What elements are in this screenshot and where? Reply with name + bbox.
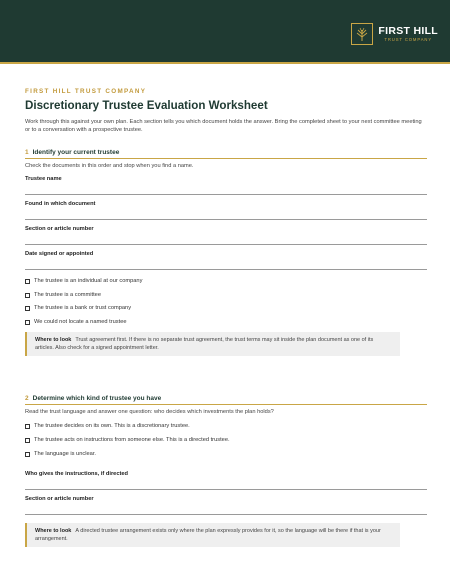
- header-rule: [0, 62, 450, 64]
- checkbox-item[interactable]: [25, 451, 96, 457]
- doc-kicker: FIRST HILL TRUST COMPANY: [25, 88, 147, 95]
- where-to-look-note-2: [25, 523, 400, 547]
- logo-subtitle: TRUST COMPANY: [384, 37, 433, 43]
- section-2-description: Read the trust language and answer one question: who decides which investments the plan holds?: [25, 409, 274, 415]
- section-title: Identify your current trustee: [32, 149, 120, 156]
- instructions-giver-field[interactable]: [25, 471, 427, 490]
- checkbox[interactable]: [25, 452, 30, 457]
- checkbox-label: The trustee acts on instructions from someone else. This is a directed trustee.: [34, 437, 230, 443]
- note-label: Where to look: [35, 337, 72, 343]
- checkbox[interactable]: [25, 424, 30, 429]
- field-label: Who gives the instructions, if directed: [25, 471, 129, 477]
- checkbox-label: The trustee is an individual at our company: [34, 278, 143, 284]
- section-number: 1: [25, 149, 29, 156]
- checkbox-item[interactable]: [25, 423, 190, 429]
- logo: [351, 22, 438, 46]
- section-title: Determine which kind of trustee you have: [32, 395, 162, 402]
- doc-intro: Work through this against your own plan. Each section tells you which document holds the answer. Bring the completed sheet to your next committee meeting or to a conversation with a prospective trustee.: [25, 119, 422, 134]
- checkbox[interactable]: [25, 306, 30, 311]
- tree-icon: [351, 23, 373, 45]
- checkbox-label: We could not locate a named trustee: [34, 319, 127, 325]
- note-text: Trust agreement first. If there is no separate trust agreement, the trust terms may sit inside the plan document as one of its articles. Also check for a signed appointment letter.: [35, 337, 374, 351]
- section-1-description: Check the documents in this order and stop when you find a name.: [25, 163, 194, 169]
- checkbox-label: The language is unclear.: [34, 451, 96, 457]
- field-label: Trustee name: [25, 176, 62, 182]
- section-article-field[interactable]: [25, 226, 427, 245]
- section-number: 2: [25, 395, 29, 402]
- checkbox-item[interactable]: [25, 319, 127, 325]
- section-2-heading: [25, 395, 427, 405]
- trustee-name-field[interactable]: [25, 176, 427, 195]
- checkbox-item[interactable]: [25, 437, 230, 443]
- logo-name: FIRST HILL: [378, 24, 438, 37]
- checkbox[interactable]: [25, 279, 30, 284]
- found-in-document-field[interactable]: [25, 201, 427, 220]
- checkbox-label: The trustee is a committee: [34, 292, 102, 298]
- checkbox-label: The trustee is a bank or trust company: [34, 305, 132, 311]
- note-text: A directed trustee arrangement exists only where the plan expressly provides for it, so the language will be there if that is your arrangement.: [35, 528, 381, 542]
- checkbox[interactable]: [25, 293, 30, 298]
- field-label: Found in which document: [25, 201, 96, 207]
- checkbox-item[interactable]: [25, 305, 131, 311]
- checkbox-item[interactable]: [25, 278, 142, 284]
- date-signed-field[interactable]: [25, 251, 427, 270]
- field-label: Section or article number: [25, 496, 94, 502]
- doc-title: Discretionary Trustee Evaluation Worksheet: [25, 99, 268, 112]
- field-label: Section or article number: [25, 226, 94, 232]
- checkbox-label: The trustee decides on its own. This is a discretionary trustee.: [34, 423, 190, 429]
- note-label: Where to look: [35, 528, 72, 534]
- where-to-look-note: [25, 332, 400, 356]
- checkbox-item[interactable]: [25, 292, 101, 298]
- field-label: Date signed or appointed: [25, 251, 94, 257]
- section-1-heading: [25, 149, 427, 159]
- checkbox[interactable]: [25, 438, 30, 443]
- section-article-field-2[interactable]: [25, 496, 427, 515]
- brand-header: [0, 0, 450, 62]
- checkbox[interactable]: [25, 320, 30, 325]
